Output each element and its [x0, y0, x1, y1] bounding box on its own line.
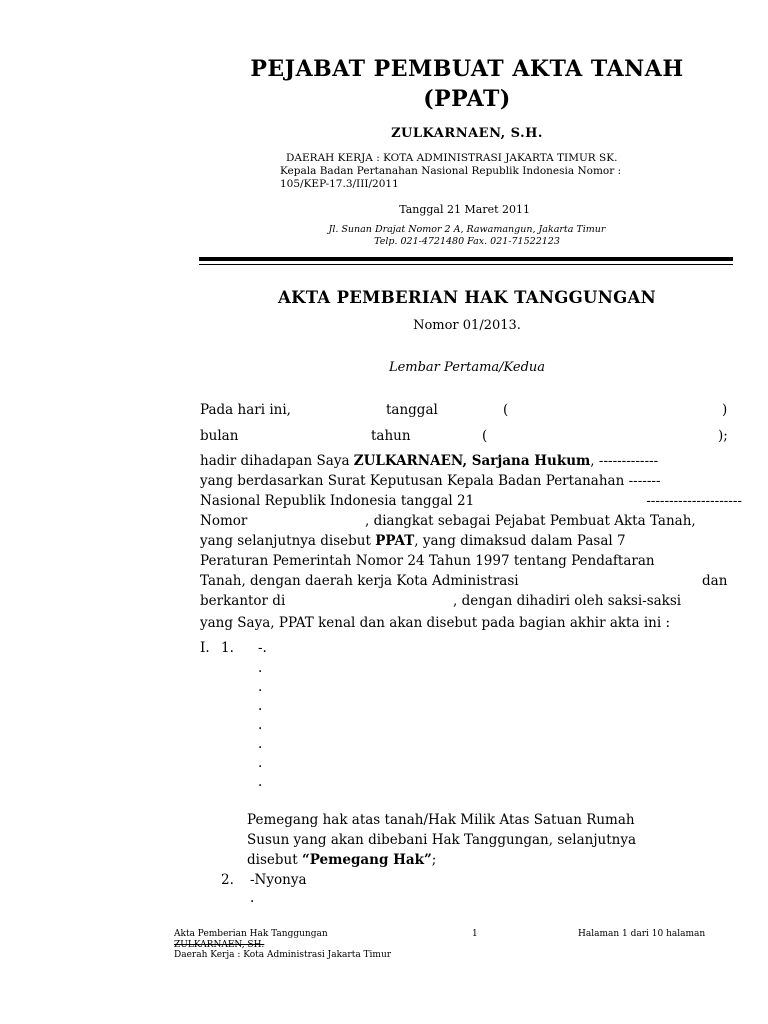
placeholder-dot: . — [250, 890, 255, 906]
sk-date: Tanggal 21 Maret 2011 — [399, 203, 530, 216]
footer-work-area: Daerah Kerja : Kota Administrasi Jakarta Timur — [174, 950, 392, 960]
open-paren: ( — [482, 428, 488, 444]
item-2-number: 2. — [221, 872, 234, 888]
para-line-9: yang Saya, PPAT kenal dan akan disebut pada bagian akhir akta ini : — [200, 615, 670, 631]
footer-page-info: Halaman 1 dari 10 halaman — [578, 929, 706, 939]
footer-ppat: ZULKARNAEN, SH. — [174, 940, 265, 950]
para-text: ; — [431, 852, 437, 868]
para-text: Nasional Republik Indonesia tanggal 21 — [200, 493, 475, 509]
para-line-5 — [200, 533, 626, 549]
para-text: hadir dihadapan Saya — [200, 453, 354, 469]
open-paren: ( — [503, 402, 509, 418]
footer-doc-name: Akta Pemberian Hak Tanggungan — [174, 929, 328, 939]
item-1-number: 1. — [221, 640, 234, 656]
date-label: tanggal — [386, 402, 438, 418]
sk-line-3: 105/KEP-17.3/III/2011 — [280, 178, 399, 190]
letterhead-subtitle: (PPAT) — [423, 86, 511, 112]
sk-line-1: DAERAH KERJA : KOTA ADMINISTRASI JAKARTA TIMUR SK. — [286, 152, 618, 164]
placeholder-dot: . — [258, 736, 263, 752]
para-line-6: Peraturan Pemerintah Nomor 24 Tahun 1997 tentang Pendaftaran — [200, 553, 655, 569]
para-text: , diangkat sebagai Pejabat Pembuat Akta Tanah, — [365, 513, 696, 529]
roman-numeral: I. — [200, 640, 210, 656]
sk-line-2: Kepala Badan Pertanahan Nasional Republik Indonesia Nomor : — [280, 165, 622, 177]
month-label: bulan — [200, 428, 239, 444]
para-text: disebut — [247, 852, 302, 868]
phone-fax-line: Telp. 021-4721480 Fax. 021-71522123 — [374, 236, 560, 247]
footer-page-number: 1 — [472, 929, 478, 939]
pemegang-line-3 — [247, 852, 436, 868]
para-line-2: yang berdasarkan Surat Keputusan Kepala Badan Pertanahan ------- — [200, 473, 661, 489]
pemegang-line-1: Pemegang hak atas tanah/Hak Milik Atas Satuan Rumah — [247, 812, 635, 828]
para-line-1 — [200, 453, 658, 469]
placeholder-dot: . — [258, 679, 263, 695]
placeholder-dot: . — [258, 698, 263, 714]
placeholder-dot: . — [258, 660, 263, 676]
item-1-text: -. — [258, 640, 267, 656]
sk-block — [280, 152, 621, 191]
para-text: berkantor di — [200, 593, 286, 609]
year-label: tahun — [371, 428, 411, 444]
para-text: dan — [702, 573, 728, 589]
deed-title: AKTA PEMBERIAN HAK TANGGUNGAN — [278, 288, 656, 307]
header-divider-thin — [199, 264, 733, 265]
close-paren: ) — [722, 402, 728, 418]
placeholder-dot: . — [258, 774, 263, 790]
header-divider-thick — [199, 257, 733, 261]
item-2-text: -Nyonya — [250, 872, 307, 888]
deed-number: Nomor 01/2013. — [413, 318, 521, 333]
day-label: Pada hari ini, — [200, 402, 291, 418]
para-line-3 — [200, 493, 742, 509]
para-text: , dengan dihadiri oleh saksi-saksi — [453, 593, 682, 609]
para-text: , ------------- — [590, 453, 659, 469]
para-text: Nomor — [200, 513, 248, 529]
ppat-term: PPAT — [375, 533, 415, 549]
office-address — [0, 224, 768, 248]
placeholder-dot: . — [258, 717, 263, 733]
sheet-label: Lembar Pertama/Kedua — [388, 360, 546, 375]
ppat-name: ZULKARNAEN, S.H. — [391, 126, 543, 141]
para-dashes: --------------------- — [646, 493, 742, 509]
para-text: , yang dimaksud dalam Pasal 7 — [414, 533, 626, 549]
pemegang-hak-term: “Pemegang Hak” — [301, 852, 432, 868]
letterhead-title: PEJABAT PEMBUAT AKTA TANAH — [250, 56, 684, 82]
para-text: Tanah, dengan daerah kerja Kota Administrasi — [200, 573, 519, 589]
address-line: Jl. Sunan Drajat Nomor 2 A, Rawamangun, Jakarta Timur — [328, 224, 606, 235]
placeholder-dot: . — [258, 755, 263, 771]
ppat-full-name: ZULKARNAEN, Sarjana Hukum — [353, 453, 591, 469]
close-paren: ); — [718, 428, 728, 444]
para-text: yang selanjutnya disebut — [200, 533, 376, 549]
pemegang-line-2: Susun yang akan dibebani Hak Tanggungan, selanjutnya — [247, 832, 636, 848]
